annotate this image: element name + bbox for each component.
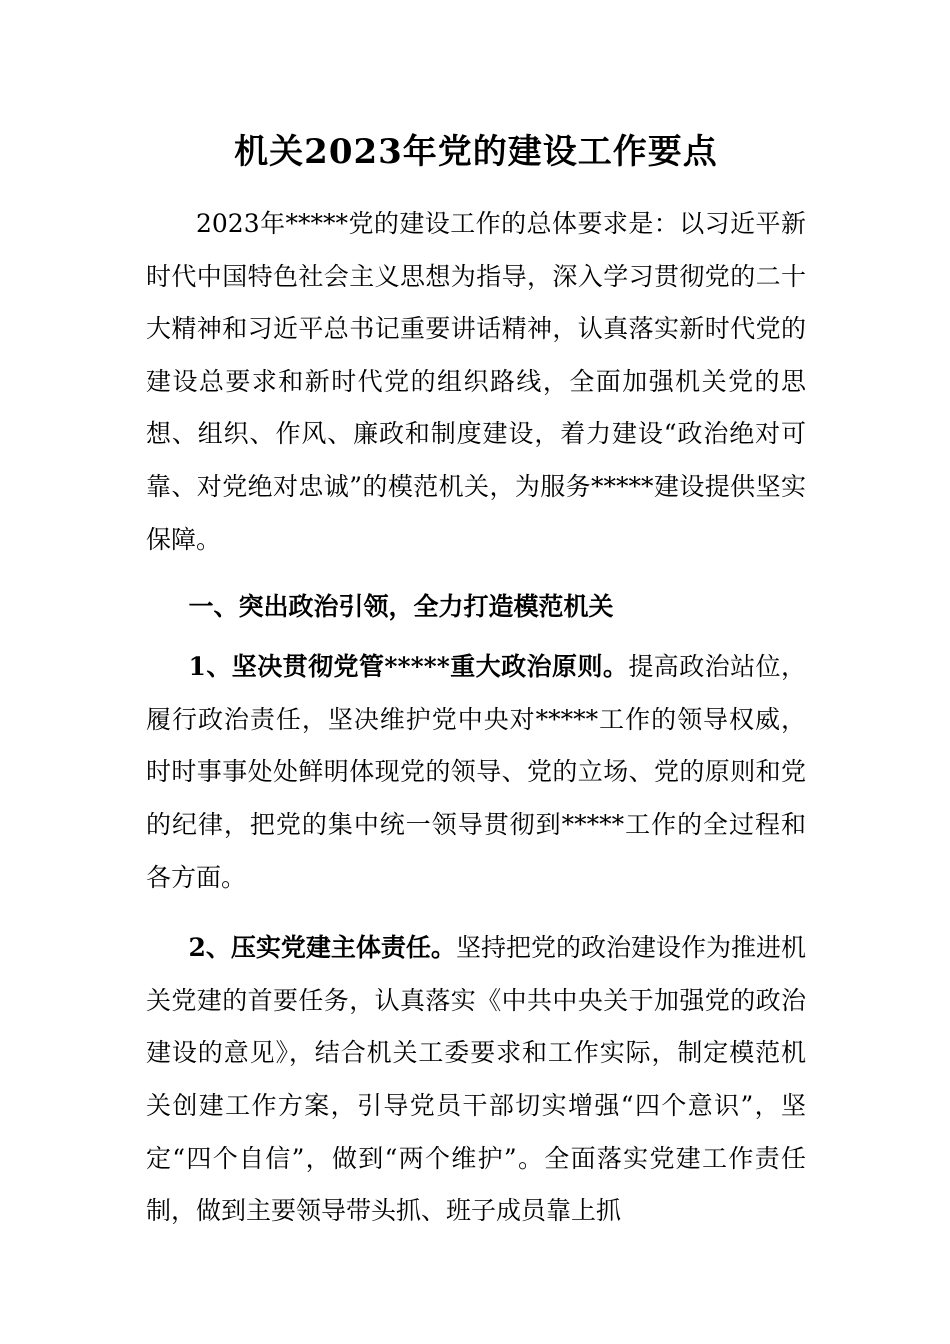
document-title: 机关2023年党的建设工作要点	[234, 132, 718, 172]
item-body: 坚持把党的政治建设作为推进机关党建的首要任务，认真落实《中共中央关于加强党的政治建设的意见》，结合机关工委要求和工作实际，制定模范机关创建工作方案，引导党员干部切实增强“四个意识”，坚定“四个自信”，做到“两个维护”。全面落实党建工作责任制，做到主要领导带头抓、班子成员靠上抓	[146, 933, 806, 1226]
document-page	[146, 128, 806, 1256]
intro-paragraph: 2023年*****党的建设工作的总体要求是：以习近平新时代中国特色社会主义思想为指导，深入学习贯彻党的二十大精神和习近平总书记重要讲话精神，认真落实新时代党的建设总要求和新时代党的组织路线，全面加强机关党的思想、组织、作风、廉政和制度建设，着力建设“政治绝对可靠、对党绝对忠诚”的模范机关，为服务*****建设提供坚实保障。	[146, 209, 806, 554]
list-item	[146, 641, 806, 904]
list-item	[146, 922, 806, 1238]
item-lead: 2、压实党建主体责任。	[188, 933, 456, 963]
section-heading: 一、突出政治引领，全力打造模范机关	[188, 592, 614, 622]
item-lead: 1、坚决贯彻党管*****重大政治原则。	[188, 652, 629, 682]
item-body: 提高政治站位，履行政治责任，坚决维护党中央对*****工作的领导权威，时时事事处处鲜明体现党的领导、党的立场、党的原则和党的纪律，把党的集中统一领导贯彻到*****工作的全过程和各方面。	[146, 652, 806, 892]
